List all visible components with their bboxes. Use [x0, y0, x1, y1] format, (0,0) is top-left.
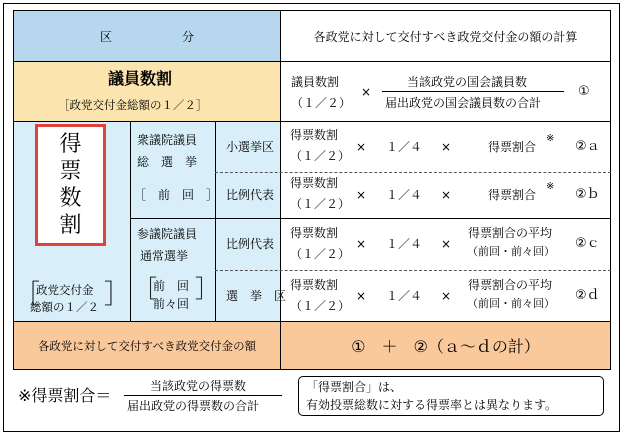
row-c-label-1: 得票数割 — [290, 226, 339, 240]
giin-denominator: 届出政党の国会議員数の合計 — [385, 96, 542, 110]
giin-fraction-line — [382, 91, 564, 92]
shugiin-label-3: ［ 前 回 ］ — [134, 188, 219, 202]
giin-numerator: 当該政党の国会議員数 — [407, 75, 528, 89]
header-calculation: 各政党に対して交付すべき政党交付金の額の計算 — [281, 10, 611, 62]
row-d-quarter: １／４ — [386, 289, 423, 303]
row-b-marker: ②ｂ — [575, 187, 600, 202]
row-a-ratio: 得票割合 — [488, 140, 537, 154]
giin-title: 議員数割 — [108, 69, 173, 88]
row-c-quarter: １／４ — [386, 237, 423, 251]
row-b-ratio: 得票割合 — [488, 188, 537, 202]
row-d-times-1: × — [356, 289, 367, 303]
footnote-lhs: ※得票割合＝ — [18, 386, 112, 405]
district-c: 比例代表 — [226, 237, 275, 251]
divider-v1 — [130, 122, 131, 322]
district-a: 小選挙区 — [226, 140, 275, 154]
sangiin-label-4: 前々回 — [153, 297, 190, 311]
tokuhyo-title-box — [35, 124, 106, 246]
tokuhyo-char-1: 得 — [59, 132, 82, 157]
row-a-marker: ②ａ — [575, 139, 600, 154]
divider-dash-1 — [215, 172, 611, 173]
row-a-note-mark: ※ — [546, 133, 555, 144]
row-d-marker: ②ｄ — [575, 288, 600, 303]
row-a-times-1: × — [356, 140, 367, 154]
row-d-label-1: 得票数割 — [290, 278, 339, 292]
row-b-note-mark: ※ — [546, 181, 555, 192]
divider-dash-2 — [215, 270, 611, 271]
row-c-ratio: 得票割合の平均 — [468, 226, 553, 240]
note-line-1: 「得票割合」は、 — [306, 380, 403, 394]
giin-formula-label: 議員数割 — [291, 75, 340, 89]
total-label-2: 総額の１／２ — [30, 300, 99, 314]
header-category-char-2: 分 — [182, 29, 195, 44]
row-b-times-1: × — [356, 188, 367, 202]
giin-formula-half: （１／２） — [291, 96, 352, 110]
row-c-marker: ②ｃ — [575, 236, 600, 251]
total-label-1: 政党交付金 — [36, 283, 94, 297]
row-a-quarter: １／４ — [386, 140, 423, 154]
giin-formula-cell — [281, 62, 611, 122]
row-b-label-1: 得票数割 — [290, 176, 339, 190]
shugiin-label-2: 総 選 挙 — [137, 155, 198, 169]
total-amount-formula: ① ＋ ②（ａ～ｄの計） — [281, 322, 611, 370]
tokuhyo-char-3: 数 — [59, 186, 82, 211]
tokuhyo-char-2: 票 — [59, 159, 82, 184]
sangiin-bracket-right: ］ — [195, 275, 219, 303]
footnote-fraction-line — [124, 395, 282, 396]
total-bracket-left: ［ — [14, 280, 41, 310]
district-b: 比例代表 — [226, 188, 275, 202]
tokuhyo-char-4: 割 — [59, 213, 82, 238]
shugiin-label-1: 衆議院議員 — [137, 133, 198, 147]
total-bracket-right: ］ — [104, 280, 131, 310]
row-d-label-2: （１／２） — [290, 299, 351, 313]
footnote-numerator: 当該政党の得票数 — [150, 379, 247, 393]
giin-marker: ① — [578, 84, 590, 99]
header-category — [13, 10, 281, 62]
row-d-ratio-sub: （前回・前々回） — [467, 297, 555, 310]
sangiin-label-1: 参議院議員 — [137, 227, 198, 241]
district-d: 選 挙 区 — [226, 289, 287, 303]
footnote-denominator: 届出政党の得票数の合計 — [127, 399, 260, 413]
row-c-label-2: （１／２） — [290, 247, 351, 261]
row-d-times-2: × — [441, 289, 452, 303]
row-c-times-1: × — [356, 237, 367, 251]
row-a-label-1: 得票数割 — [290, 128, 339, 142]
row-b-label-2: （１／２） — [290, 197, 351, 211]
giin-subtitle: ［政党交付金総額の１／２］ — [58, 98, 208, 112]
giin-times: × — [361, 85, 372, 99]
divider-h-mid — [130, 218, 611, 219]
sangiin-label-2: 通常選挙 — [140, 249, 189, 263]
row-a-label-2: （１／２） — [290, 149, 351, 163]
sangiin-bracket-left: ［ — [133, 275, 157, 303]
total-amount-label: 各政党に対して交付すべき政党交付金の額 — [13, 322, 281, 370]
row-c-times-2: × — [441, 237, 452, 251]
header-category-char-1: 区 — [99, 29, 112, 44]
sangiin-label-3: 前 回 — [153, 279, 190, 293]
row-b-times-2: × — [441, 188, 452, 202]
row-b-quarter: １／４ — [386, 188, 423, 202]
row-a-times-2: × — [441, 140, 452, 154]
note-line-2: 有効投票総数に対する得票率とは異なります。 — [306, 398, 558, 412]
row-c-ratio-sub: （前回・前々回） — [467, 245, 555, 258]
row-d-ratio: 得票割合の平均 — [468, 278, 553, 292]
